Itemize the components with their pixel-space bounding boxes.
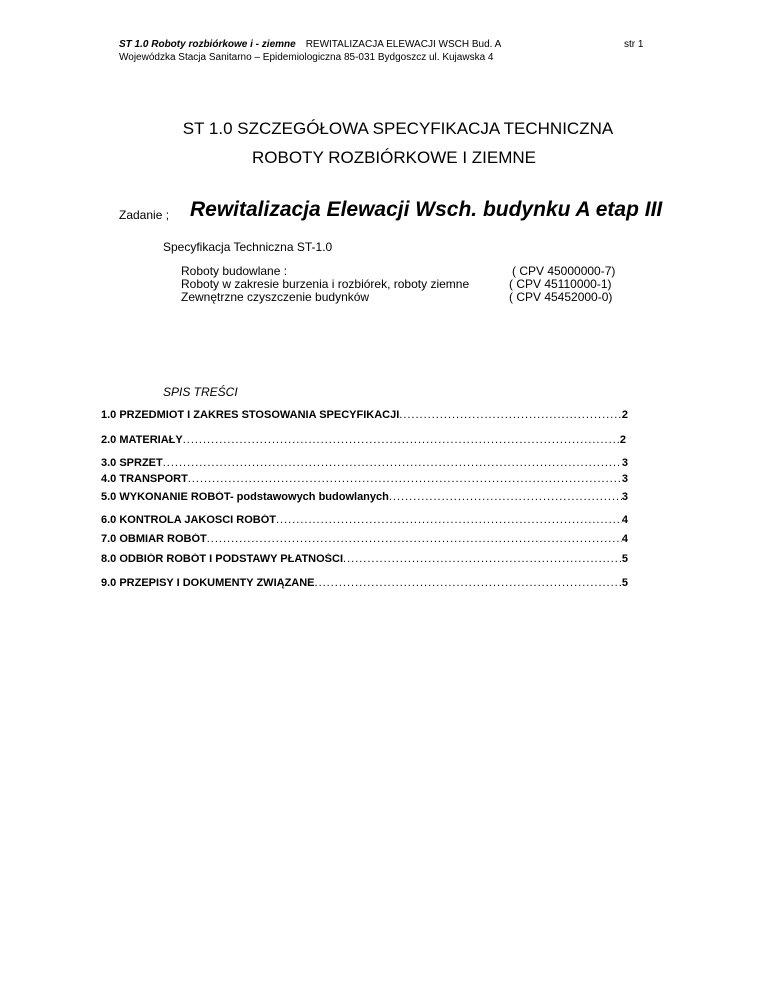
toc-dot-leader	[389, 491, 622, 503]
toc-item-label: 4.0 TRANSPORT	[101, 473, 188, 485]
toc-item[interactable]	[101, 514, 628, 526]
toc-heading: SPIS TREŚCI	[163, 385, 238, 399]
doc-code: ST 1.0 Roboty rozbiórkowe i - ziemne	[119, 39, 296, 50]
toc-item-label: 5.0 WYKONANIE ROBÓT- podstawowych budowlanych	[101, 491, 389, 503]
toc-item-label: 8.0 ODBIÓR ROBÓT I PODSTAWY PŁATNOŚCI	[101, 553, 344, 565]
toc-item-page: 5	[621, 577, 628, 589]
spec-title: Specyfikacja Techniczna ST-1.0	[163, 240, 333, 254]
toc-dot-leader	[188, 473, 622, 485]
toc-item[interactable]	[101, 533, 628, 545]
spec-row-label: Zewnętrzne czyszczenie budynków	[181, 290, 370, 304]
task-value: Rewitalizacja Elewacji Wsch. budynku A etap III	[190, 198, 663, 221]
toc-item[interactable]	[101, 434, 626, 446]
project-name: REWITALIZACJA ELEWACJI WSCH Bud. A	[305, 39, 502, 50]
spec-row-cpv: ( CPV 45452000-0)	[509, 290, 613, 304]
toc-item-label: 9.0 PRZEPISY I DOKUMENTY ZWIĄZANE	[101, 577, 315, 589]
institution-line: Wojewódzka Stacja Sanitarno – Epidemiologiczna 85-031 Bydgoszcz ul. Kujawska 4	[119, 52, 494, 63]
toc-item-page: 5	[621, 553, 628, 565]
toc-dot-leader	[183, 434, 620, 446]
toc-item[interactable]	[101, 577, 628, 589]
toc-item-label: 3.0 SPRZET	[101, 457, 163, 469]
spec-row-cpv: ( CPV 45000000-7)	[512, 264, 616, 278]
toc-item[interactable]	[101, 457, 628, 469]
toc-item-page: 2	[621, 409, 628, 421]
document-title: ST 1.0 SZCZEGÓŁOWA SPECYFIKACJA TECHNICZNA	[182, 119, 614, 138]
toc-item-page: 4	[621, 533, 628, 545]
toc-item[interactable]	[101, 473, 628, 485]
toc-dot-leader	[399, 409, 622, 421]
spec-row-label: Roboty w zakresie burzenia i rozbiórek, roboty ziemne	[181, 277, 470, 291]
toc-item-page: 4	[621, 514, 628, 526]
toc-item-label: 6.0 KONTROLA JAKOSCI ROBÓT	[101, 514, 276, 526]
toc-item-label: 7.0 OBMIAR ROBÓT	[101, 533, 207, 545]
header-line-1	[119, 39, 501, 50]
toc-item-page: 2	[619, 434, 626, 446]
task-label: Zadanie ;	[119, 208, 170, 222]
toc-item-page: 3	[621, 457, 628, 469]
toc-item[interactable]	[101, 553, 628, 565]
toc-dot-leader	[276, 514, 622, 526]
toc-item[interactable]	[101, 491, 628, 503]
toc-item-page: 3	[621, 491, 628, 503]
toc-dot-leader	[207, 533, 622, 545]
toc-dot-leader	[343, 553, 622, 565]
spec-row-label: Roboty budowlane :	[181, 264, 288, 278]
spec-row-cpv: ( CPV 45110000-1)	[509, 277, 612, 291]
toc-dot-leader	[163, 457, 622, 469]
toc-item[interactable]	[101, 409, 628, 421]
toc-item-page: 3	[621, 473, 628, 485]
toc-item-label: 1.0 PRZEDMIOT I ZAKRES STOSOWANIA SPECYFIKACJI	[101, 409, 400, 421]
document-subtitle: ROBOTY ROZBIÓRKOWE I ZIEMNE	[252, 148, 536, 167]
page-number: str 1	[624, 39, 644, 50]
toc-dot-leader	[315, 577, 622, 589]
toc-item-label: 2.0 MATERIAŁY	[101, 434, 183, 446]
